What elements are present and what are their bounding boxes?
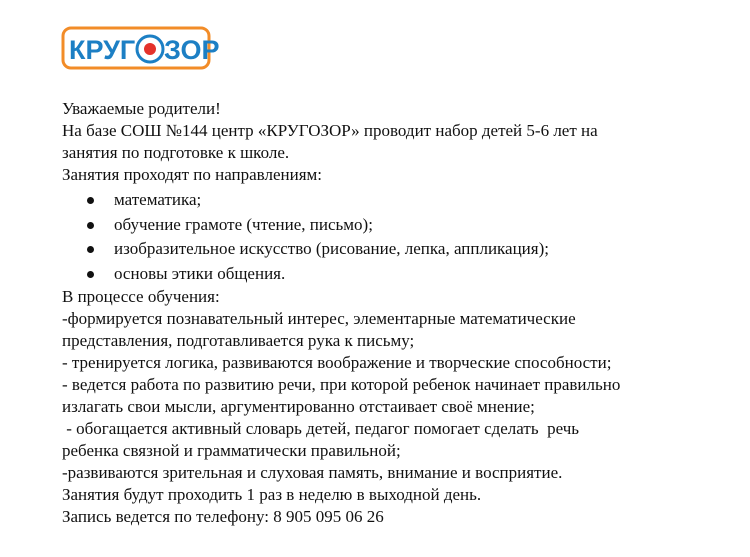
bullet-icon xyxy=(87,271,94,278)
schedule-text: Занятия будут проходить 1 раз в неделю в выходной день. xyxy=(62,485,482,504)
logo-text-part2: ЗОР xyxy=(164,35,220,65)
logo-eye-icon xyxy=(137,36,163,62)
bullet-icon xyxy=(87,222,94,229)
logo-text-part1: КРУГ xyxy=(69,35,136,65)
kругозор-logo xyxy=(61,22,220,76)
process-line: представления, подготавливается рука к письму; xyxy=(62,331,415,350)
intro-line-2: занятия по подготовке к школе. xyxy=(62,143,290,162)
process-line: - обогащается активный словарь детей, педагог помогает сделать речь xyxy=(62,419,580,438)
direction-label: изобразительное искусство (рисование, лепка, аппликация); xyxy=(114,239,549,258)
direction-item xyxy=(62,262,742,287)
direction-item xyxy=(62,188,742,213)
intro-line-1: На базе СОШ №144 центр «КРУГОЗОР» проводит набор детей 5-6 лет на xyxy=(62,121,598,140)
direction-item xyxy=(62,213,742,238)
contact-phone-text: Запись ведется по телефону: 8 905 095 06 26 xyxy=(62,507,384,526)
direction-label: основы этики общения. xyxy=(114,263,286,283)
bullet-icon xyxy=(87,246,94,253)
announcement-text xyxy=(62,98,742,528)
directions-list xyxy=(62,188,742,286)
process-heading: В процессе обучения: xyxy=(62,287,220,306)
process-line: излагать свои мысли, аргументированно отстаивает своё мнение; xyxy=(62,397,535,416)
process-line: ребенка связной и грамматически правильной; xyxy=(62,441,401,460)
process-line: - ведется работа по развитию речи, при которой ребенок начинает правильно xyxy=(62,375,621,394)
process-line: -формируется познавательный интерес, элементарные математические xyxy=(62,309,576,328)
process-line: - тренируется логика, развиваются воображение и творческие способности; xyxy=(62,353,612,372)
process-line: -развиваются зрительная и слуховая память, внимание и восприятие. xyxy=(62,463,563,482)
direction-label: обучение грамоте (чтение, письмо); xyxy=(114,214,373,234)
greeting: Уважаемые родители! xyxy=(62,99,221,118)
direction-label: математика; xyxy=(114,190,202,209)
bullet-icon xyxy=(87,197,94,204)
directions-heading: Занятия проходят по направлениям: xyxy=(62,165,322,184)
logo-graphic xyxy=(61,22,220,76)
direction-item xyxy=(62,237,742,262)
